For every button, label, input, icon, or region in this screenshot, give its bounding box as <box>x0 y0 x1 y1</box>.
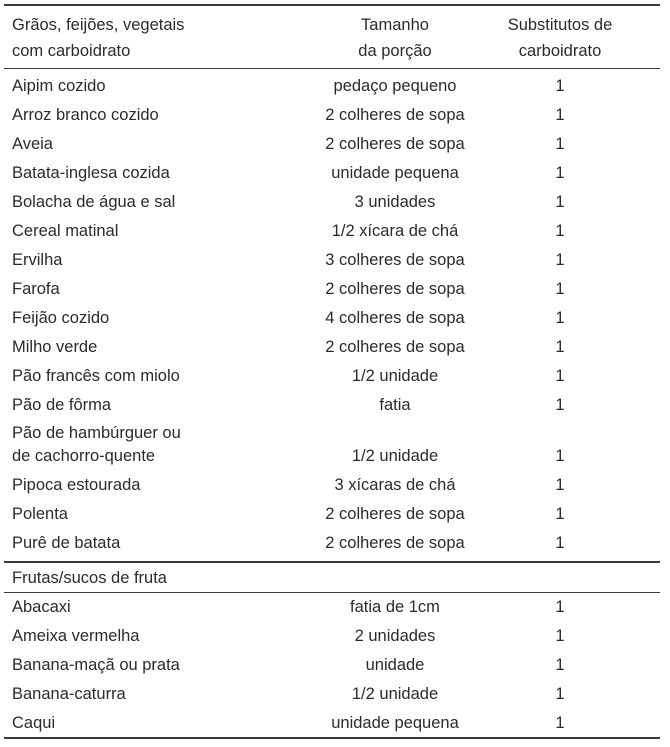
food-name: Pão de hambúrguer ou de cachorro-quente <box>12 424 181 465</box>
portion-size: 1/2 unidade <box>351 447 439 465</box>
food-name: Batata-inglesa cozida <box>12 164 170 182</box>
table-row <box>0 362 670 391</box>
header-carb-substitutes-line1: Substitutos de <box>507 16 613 34</box>
table-row <box>0 709 670 738</box>
portion-size: unidade pequena <box>331 714 459 732</box>
fruits-table <box>0 593 670 738</box>
table-row <box>0 72 670 101</box>
portion-size: 3 xícaras de chá <box>334 476 456 494</box>
carb-substitutes: 1 <box>555 106 565 124</box>
carb-substitutes: 1 <box>555 447 565 465</box>
table-row <box>0 101 670 130</box>
food-name: Pão de fôrma <box>12 396 112 414</box>
table-row <box>0 304 670 333</box>
portion-size: 1/2 unidade <box>351 367 439 385</box>
table-row <box>0 391 670 420</box>
carb-substitutes: 1 <box>555 396 565 414</box>
header-carb-substitutes <box>480 12 640 64</box>
food-name: Ameixa vermelha <box>12 627 140 645</box>
bottom-rule <box>4 737 660 739</box>
table-row <box>0 593 670 622</box>
portion-size: 3 unidades <box>354 193 436 211</box>
carb-substitutes: 1 <box>555 505 565 523</box>
section-rule <box>4 561 660 563</box>
table-row <box>0 529 670 558</box>
portion-size: 1/2 xícara de chá <box>331 222 459 240</box>
header-rule <box>4 68 660 69</box>
carb-substitutes: 1 <box>555 627 565 645</box>
food-name: Polenta <box>12 505 68 523</box>
portion-size: unidade <box>365 656 425 674</box>
carb-substitutes: 1 <box>555 193 565 211</box>
header-carb-substitutes-line2: carboidrato <box>518 42 602 60</box>
food-name: Feijão cozido <box>12 309 110 327</box>
carb-substitutes: 1 <box>555 135 565 153</box>
carb-substitutes: 1 <box>555 77 565 95</box>
header-food-group <box>12 12 184 64</box>
food-name: Pão francês com miolo <box>12 367 180 385</box>
food-name: Aveia <box>12 135 53 153</box>
header-portion-size-line1: Tamanho <box>361 16 429 34</box>
food-name: Farofa <box>12 280 60 298</box>
table-row <box>0 471 670 500</box>
portion-size: 2 colheres de sopa <box>325 280 465 298</box>
portion-size: 1/2 unidade <box>351 685 439 703</box>
carb-substitutes: 1 <box>555 656 565 674</box>
carb-substitutes: 1 <box>555 280 565 298</box>
portion-size: 2 colheres de sopa <box>325 338 465 356</box>
carb-substitutes: 1 <box>555 714 565 732</box>
table-row <box>0 275 670 304</box>
table-row <box>0 680 670 709</box>
food-name: Aipim cozido <box>12 77 106 95</box>
carb-substitutes: 1 <box>555 476 565 494</box>
table-row <box>0 622 670 651</box>
portion-size: fatia de 1cm <box>350 598 440 616</box>
food-name: Purê de batata <box>12 534 121 552</box>
table-row <box>0 246 670 275</box>
table-row <box>0 651 670 680</box>
portion-size: 2 colheres de sopa <box>325 135 465 153</box>
table-row <box>0 159 670 188</box>
fruits-section-title: Frutas/sucos de fruta <box>12 569 167 587</box>
carb-substitutes: 1 <box>555 367 565 385</box>
food-name: Ervilha <box>12 251 63 269</box>
table-row <box>0 333 670 362</box>
portion-size: fatia <box>379 396 411 414</box>
table-row <box>0 217 670 246</box>
carb-substitutes: 1 <box>555 338 565 356</box>
table-row <box>0 130 670 159</box>
carb-substitutes: 1 <box>555 164 565 182</box>
portion-size: 3 colheres de sopa <box>325 251 465 269</box>
portion-size: 4 colheres de sopa <box>325 309 465 327</box>
header-portion-size-line2: da porção <box>358 42 432 60</box>
header-portion-size <box>300 12 490 64</box>
food-name: Cereal matinal <box>12 222 119 240</box>
food-name: Banana-caturra <box>12 685 126 703</box>
food-name: Caqui <box>12 714 56 732</box>
carb-substitutes: 1 <box>555 251 565 269</box>
portion-size: 2 colheres de sopa <box>325 505 465 523</box>
carb-substitutes: 1 <box>555 534 565 552</box>
food-name: Pipoca estourada <box>12 476 141 494</box>
portion-size: pedaço pequeno <box>333 77 457 95</box>
portion-size: unidade pequena <box>331 164 459 182</box>
food-name: Milho verde <box>12 338 98 356</box>
food-name: Bolacha de água e sal <box>12 193 176 211</box>
food-name: Abacaxi <box>12 598 71 616</box>
grains-table <box>0 72 670 558</box>
table-row <box>0 188 670 217</box>
carb-substitutes: 1 <box>555 222 565 240</box>
carb-substitutes: 1 <box>555 309 565 327</box>
food-name: Banana-maçã ou prata <box>12 656 180 674</box>
portion-size: 2 unidades <box>354 627 436 645</box>
carb-substitutes: 1 <box>555 685 565 703</box>
portion-size: 2 colheres de sopa <box>325 106 465 124</box>
table-row <box>0 420 670 471</box>
food-name: Arroz branco cozido <box>12 106 159 124</box>
carb-substitutes: 1 <box>555 598 565 616</box>
header-food-group-line2: com carboidrato <box>12 42 131 60</box>
table-row <box>0 500 670 529</box>
portion-size: 2 colheres de sopa <box>325 534 465 552</box>
header-food-group-line1: Grãos, feijões, vegetais <box>12 16 185 34</box>
top-rule <box>4 4 660 6</box>
